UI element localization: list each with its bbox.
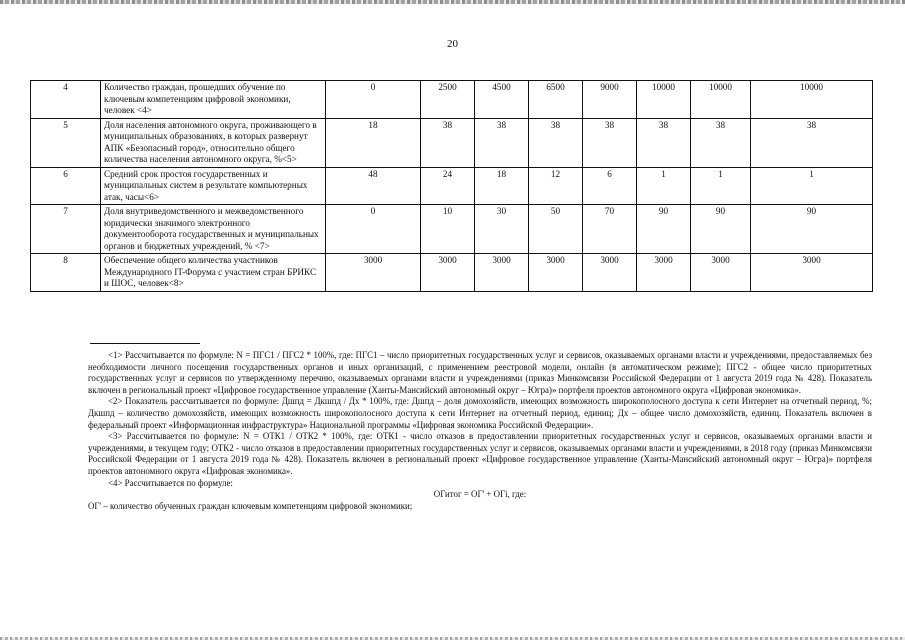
indicator-name: Доля населения автономного округа, проживающего в муниципальных образованиях, в которых развернут АПК «Безопасный город», относительно общего количества населения автономного округа, %<5> xyxy=(101,118,326,167)
indicator-value: 0 xyxy=(326,205,421,254)
row-number: 4 xyxy=(31,81,101,119)
indicator-value: 1 xyxy=(691,167,751,205)
indicator-value: 9000 xyxy=(583,81,637,119)
indicator-value: 10 xyxy=(421,205,475,254)
row-number: 8 xyxy=(31,254,101,292)
indicators-table-body xyxy=(31,81,873,292)
table-row xyxy=(31,254,873,292)
table-row xyxy=(31,167,873,205)
indicator-value: 1 xyxy=(751,167,873,205)
indicator-value: 24 xyxy=(421,167,475,205)
page-number: 20 xyxy=(447,38,458,50)
indicator-value: 12 xyxy=(529,167,583,205)
footnote-3: <3> Рассчитывается по формуле: N = ОТК1 / ОТК2 * 100%, где: ОТК1 - число отказов в предоставлении приоритетных государственных услуг и сервисов, оказываемых органами власти и учреждениями, в текущем году; ОТК2 - число отказов в предоставлении приоритетных государственных услуг и сервисов, оказываемых органами власти и учреждениями, в 2018 году (приказ Минкомсвязи Российской Федерации от 1 августа 2019 года № 428). Показатель включен в региональный проект «Цифровое государственное управление (Ханты-Мансийский автономный округ – Югра)» портфеля проектов автономного округа «Цифровая экономика». xyxy=(88,431,872,476)
indicator-value: 10000 xyxy=(637,81,691,119)
indicator-value: 38 xyxy=(529,118,583,167)
indicator-value: 3000 xyxy=(421,254,475,292)
indicator-value: 38 xyxy=(691,118,751,167)
footnote-1: <1> Рассчитывается по формуле: N = ПГС1 / ПГС2 * 100%, где: ПГС1 – число приоритетных государственных услуг и сервисов, оказываемых органами власти и учреждениями, предоставляемых без необходимости личного посещения государственных органов и иных организаций, с применением реестровой модели, онлайн (в автоматическом режиме); ПГС2 - общее число приоритетных государственных услуг и сервисов по утвержденному перечню, оказываемых органами власти и учреждениями (приказ Минкомсвязи Российской Федерации от 1 августа 2019 года № 428). Показатель включен в региональный проект «Цифровое государственное управление (Ханты-Мансийский автономный округ – Югра)» портфеля проектов автономного округа «Цифровая экономика». xyxy=(88,350,872,395)
footnote-4: <4> Рассчитывается по формуле: xyxy=(108,477,233,488)
indicator-value: 6500 xyxy=(529,81,583,119)
indicator-name: Обеспечение общего количества участников Международного IT-Форума с участием стран БРИКС и ШОС, человек<8> xyxy=(101,254,326,292)
table-row xyxy=(31,205,873,254)
formula-definition-og: ОГ' – количество обученных граждан ключевым компетенциям цифровой экономики; xyxy=(88,500,413,511)
indicator-value: 3000 xyxy=(475,254,529,292)
indicator-value: 70 xyxy=(583,205,637,254)
indicators-table xyxy=(30,80,873,292)
footnotes xyxy=(88,350,872,512)
formula-og-total: ОГитог = ОГ' + ОГi, где: xyxy=(433,489,527,500)
indicator-value: 3000 xyxy=(751,254,873,292)
indicator-value: 3000 xyxy=(583,254,637,292)
row-number: 5 xyxy=(31,118,101,167)
indicator-value: 48 xyxy=(326,167,421,205)
footnote-divider xyxy=(90,343,200,344)
indicator-value: 38 xyxy=(583,118,637,167)
indicator-value: 38 xyxy=(751,118,873,167)
indicator-value: 90 xyxy=(637,205,691,254)
footnote-2: <2> Показатель рассчитывается по формуле: Дшпд = Дкшпд / Дх * 100%, где: Дшпд – доля домохозяйств, имеющих возможность широкополосного доступа к сети Интернет на отчетный период, %; Дкшпд – количество домохозяйств, имеющих возможность широкополосного доступа к сети Интернет на отчетный период, единиц; Дх – общее число домохозяйств, единиц. Показатель включен в федеральный проект «Информационная инфраструктура» Национальной программы «Цифровая экономика Российской Федерации». xyxy=(88,396,872,430)
table-row xyxy=(31,118,873,167)
indicator-value: 3000 xyxy=(691,254,751,292)
indicator-value: 3000 xyxy=(529,254,583,292)
indicator-value: 1 xyxy=(637,167,691,205)
indicator-value: 4500 xyxy=(475,81,529,119)
indicator-value: 2500 xyxy=(421,81,475,119)
table-row xyxy=(31,81,873,119)
indicator-value: 90 xyxy=(691,205,751,254)
indicator-value: 3000 xyxy=(637,254,691,292)
indicator-name: Количество граждан, прошедших обучение по ключевым компетенциям цифровой экономики, человек <4> xyxy=(101,81,326,119)
indicator-value: 3000 xyxy=(326,254,421,292)
indicator-value: 30 xyxy=(475,205,529,254)
indicator-value: 18 xyxy=(326,118,421,167)
indicator-value: 10000 xyxy=(691,81,751,119)
row-number: 7 xyxy=(31,205,101,254)
indicator-value: 18 xyxy=(475,167,529,205)
indicator-value: 38 xyxy=(637,118,691,167)
indicator-name: Доля внутриведомственного и межведомственного юридически значимого электронного документооборота государственных и муниципальных органов и бюджетных учреждений, % <7> xyxy=(101,205,326,254)
indicator-value: 10000 xyxy=(751,81,873,119)
indicator-value: 0 xyxy=(326,81,421,119)
indicator-value: 6 xyxy=(583,167,637,205)
indicator-value: 90 xyxy=(751,205,873,254)
scan-artifact-top xyxy=(0,0,905,4)
indicator-name: Средний срок простоя государственных и муниципальных систем в результате компьютерных атак, часы<6> xyxy=(101,167,326,205)
row-number: 6 xyxy=(31,167,101,205)
indicator-value: 38 xyxy=(475,118,529,167)
indicator-value: 38 xyxy=(421,118,475,167)
indicator-value: 50 xyxy=(529,205,583,254)
